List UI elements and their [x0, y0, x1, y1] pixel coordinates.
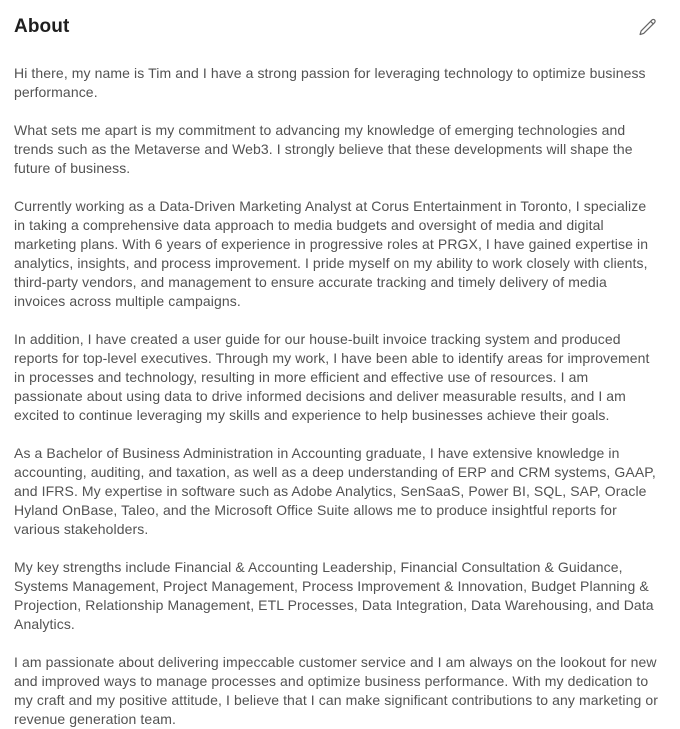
about-paragraph: My key strengths include Financial & Accounting Leadership, Financial Consultation & Guidance, Systems Management, Project Management, Process Improvement & Innovation, Budget Planning & Projection, Relationship Management, ETL Processes, Data Integration, Data Warehousing, and Data Analytics. [14, 559, 654, 632]
about-paragraph: What sets me apart is my commitment to advancing my knowledge of emerging technologies and trends such as the Metaverse and Web3. I strongly believe that these developments will shape the future of business. [14, 122, 633, 176]
about-text-body [0, 42, 680, 729]
about-section-title: About [14, 16, 70, 37]
about-paragraph: Hi there, my name is Tim and I have a strong passion for leveraging technology to optimize business performance. [14, 65, 646, 100]
about-paragraph: As a Bachelor of Business Administration in Accounting graduate, I have extensive knowledge in accounting, auditing, and taxation, as well as a deep understanding of ERP and CRM systems, GAAP, and IFRS. My expertise in software such as Adobe Analytics, SenSaaS, Power BI, SQL, SAP, Oracle Hyland OnBase, Taleo, and the Microsoft Office Suite allows me to produce insightful reports for various stakeholders. [14, 445, 656, 537]
about-paragraph: Currently working as a Data-Driven Marketing Analyst at Corus Entertainment in Toronto, I specialize in taking a comprehensive data approach to media budgets and oversight of media and digital marketing plans. With 6 years of experience in progressive roles at PRGX, I have gained expertise in analytics, insights, and process improvement. I pride myself on my ability to work closely with clients, third-party vendors, and management to ensure accurate tracking and timely delivery of media invoices across multiple campaigns. [14, 198, 649, 309]
about-card-header [0, 0, 680, 42]
about-paragraph: I am passionate about delivering impeccable customer service and I am always on the lookout for new and improved ways to manage processes and optimize business performance. With my dedication to my craft and my positive attitude, I believe that I can make significant contributions to any marketing or revenue generation team. [14, 654, 659, 727]
about-paragraph: In addition, I have created a user guide for our house-built invoice tracking system and produced reports for top-level executives. Through my work, I have been able to identify areas for improvement in processes and technology, resulting in more efficient and effective use of resources. I am passionate about using data to drive informed decisions and deliver measurable results, and I am excited to continue leveraging my skills and experience to help businesses achieve their goals. [14, 331, 650, 423]
edit-about-button[interactable] [633, 13, 662, 42]
pencil-icon [637, 26, 658, 41]
